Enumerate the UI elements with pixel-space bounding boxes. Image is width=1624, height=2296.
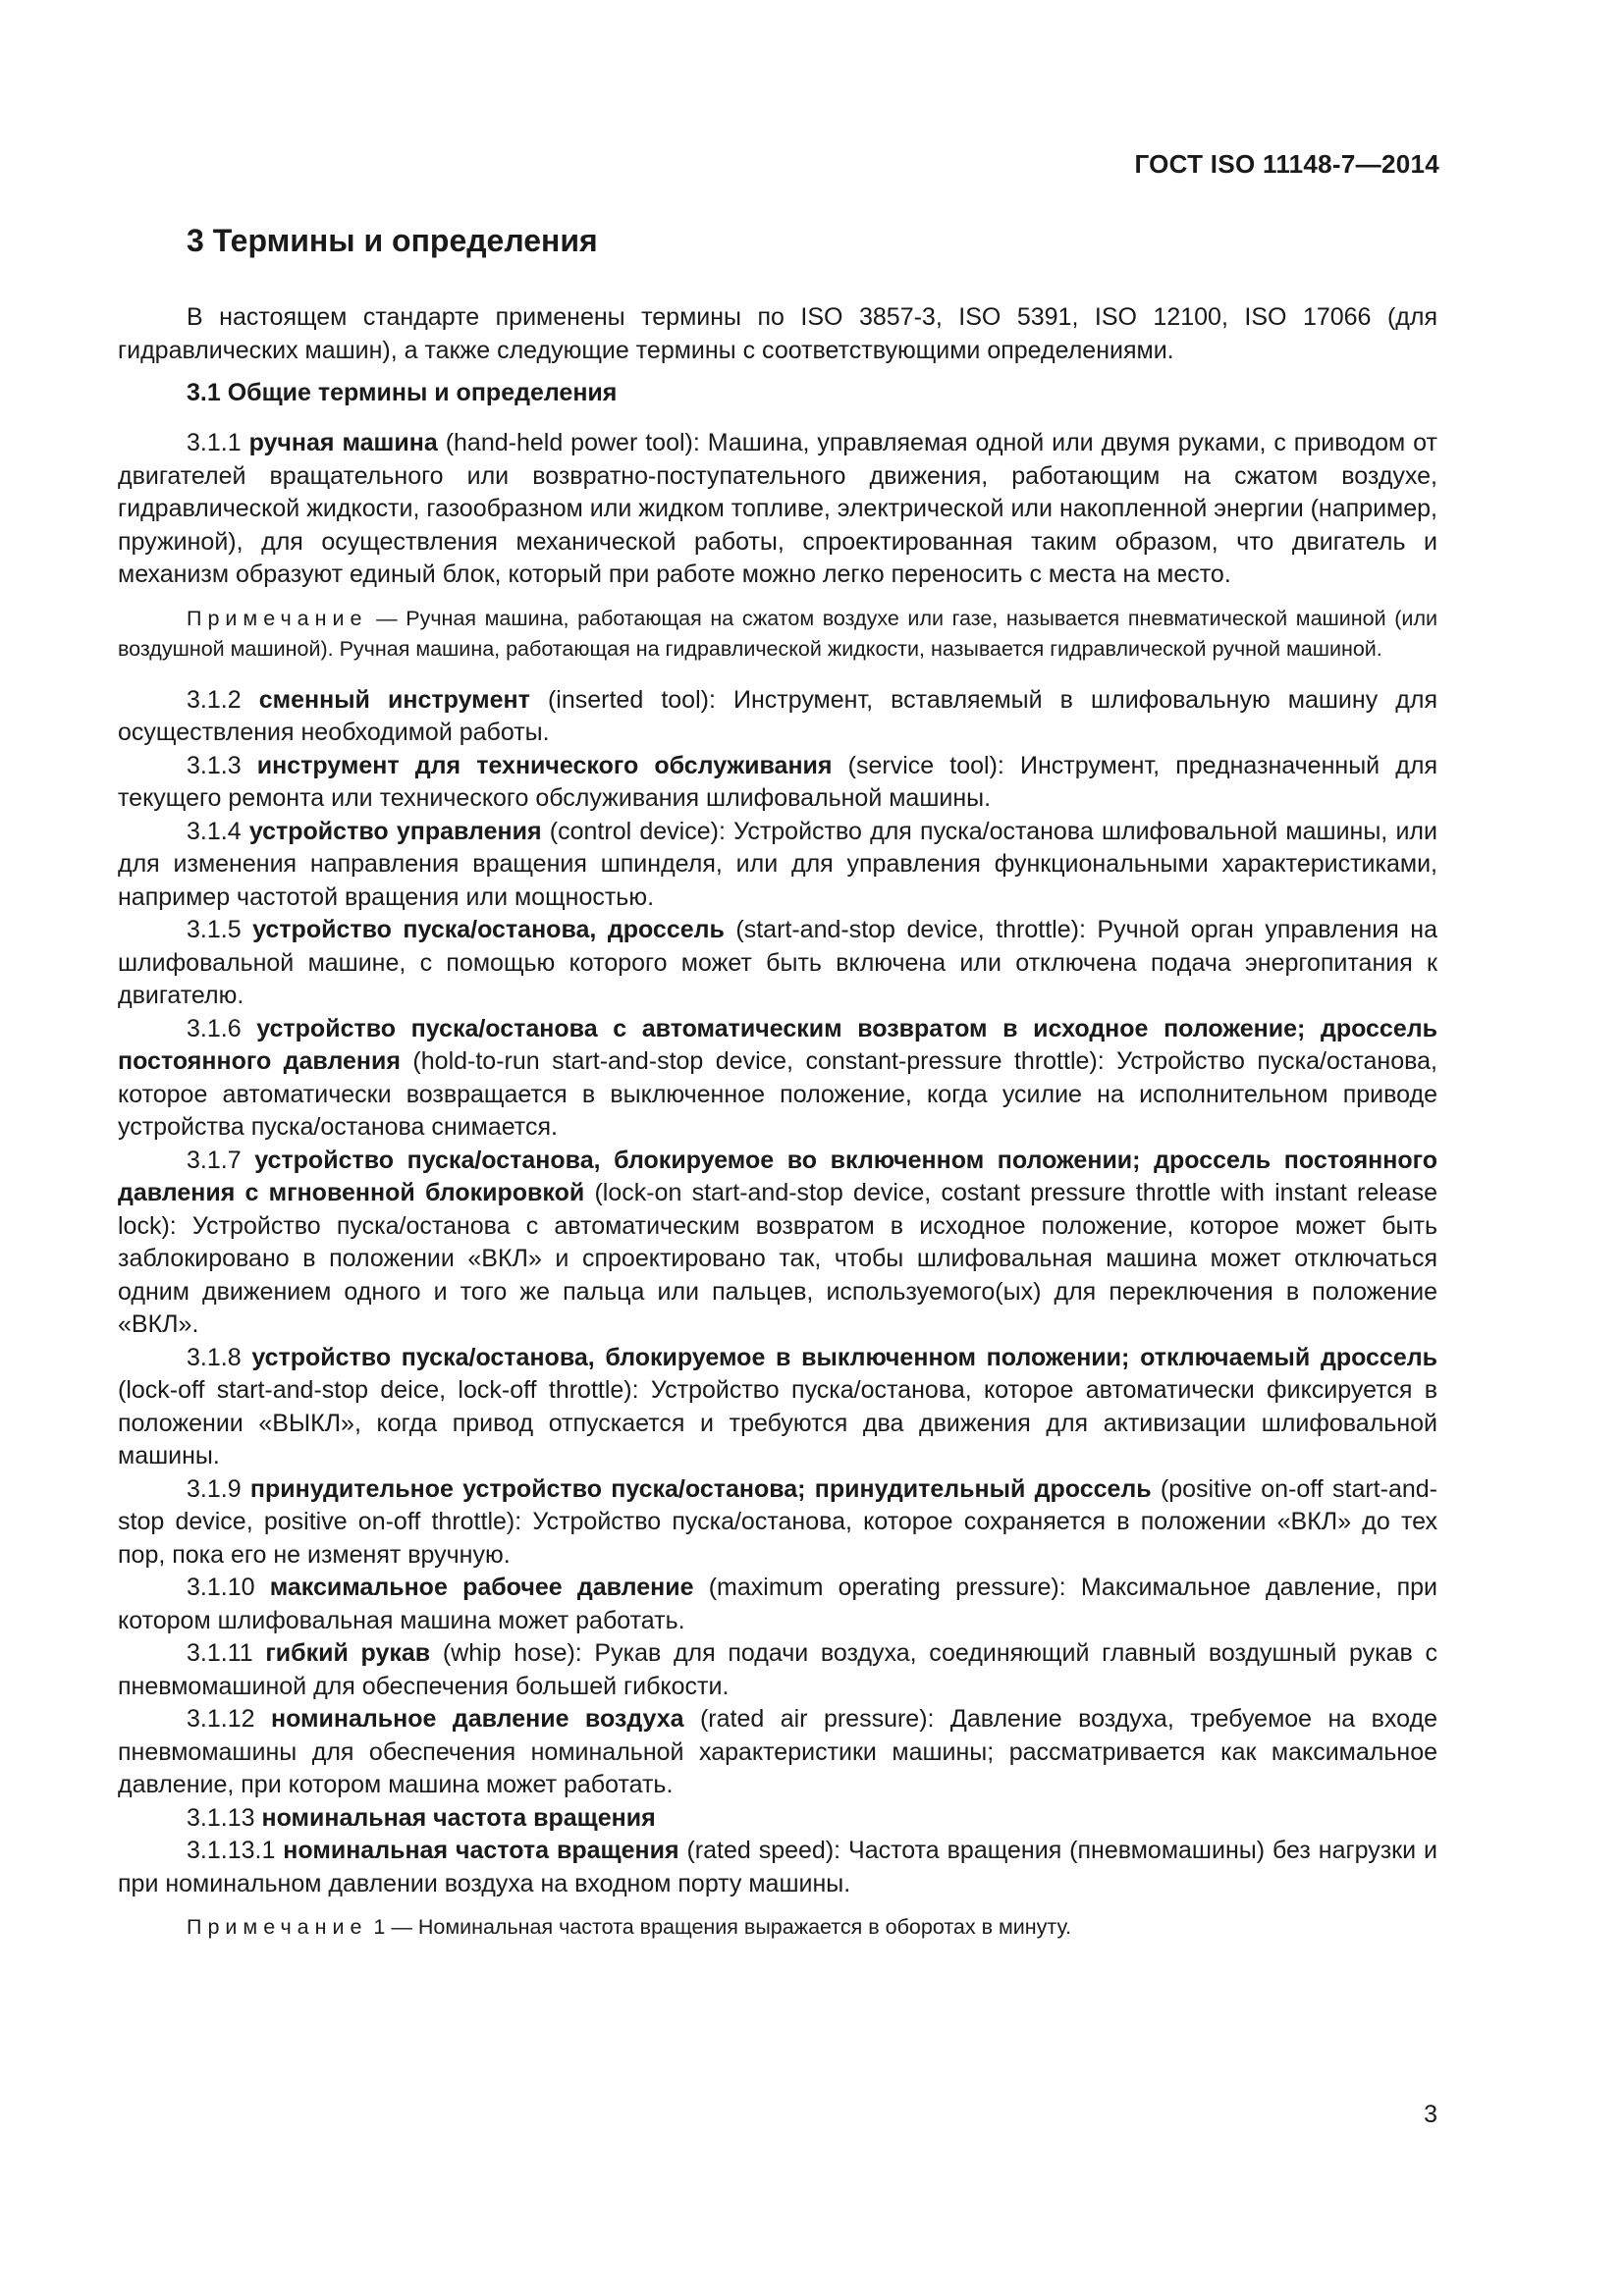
term-number: 3.1.13 (187, 1803, 255, 1832)
term-number: 3.1.5 (187, 916, 242, 943)
note-text: 1 — Номинальная частота вращения выражается в оборотах в минуту. (367, 1915, 1072, 1939)
term-entry (118, 1013, 1437, 1145)
note-label: Примечание (187, 606, 368, 630)
term-definition: (whip hose): Рукав для подачи воздуха, соединяющий главный воздушный рукав с пневмомашиной для обеспечения большей гибкости. (118, 1639, 1437, 1700)
term-name: инструмент для технического обслуживания (256, 751, 833, 779)
term-entry (118, 1145, 1437, 1342)
term-definition: (hold-to-run start-and-stop device, constant-pressure throttle): Устройство пуска/останова, которое автоматически возвращается в выключенное положение, когда усилие на исполнительном приводе устройства пуска/останова снимается. (118, 1047, 1437, 1141)
term-name: номинальная частота вращения (283, 1837, 679, 1864)
document-code: ГОСТ ISO 11148-7—2014 (1134, 149, 1439, 179)
section-title: 3 Термины и определения (187, 223, 598, 258)
term-number: 3.1.7 (187, 1146, 242, 1174)
term-entry (118, 914, 1437, 1013)
term-entry (118, 1802, 1437, 1836)
term-name: гибкий рукав (265, 1639, 431, 1667)
term-name: устройство пуска/останова, блокируемое во включенном положении; дроссель постоянного давления с мгновенной блокировкой (118, 1146, 1437, 1206)
term-definition: (control device): Устройство для пуска/останова шлифовальной машины, или для изменения направления вращения шпинделя, или для управления функциональными характеристиками, например частотой вращения или мощностью. (118, 817, 1437, 911)
term-entry (118, 750, 1437, 816)
term-number: 3.1.6 (187, 1014, 242, 1042)
term-name: устройство пуска/останова, блокируемое в выключенном положении; отключаемый дроссель (251, 1343, 1437, 1371)
term-definition: (hand-held power tool): Машина, управляемая одной или двумя руками, с приводом от двигателей вращательного или возвратно-поступательного движения, работающим на сжатом воздухе, гидравлической жидкости, газообразном или жидком топливе, электрической или накопленной энергии (например, пружиной), для осуществления механической работы, спроектированная таким образом, что двигатель и механизм образуют единый блок, который при работе можно легко переносить с места на место. (118, 429, 1437, 588)
term-name: ручная машина (248, 429, 438, 456)
term-number: 3.1.1 (187, 429, 242, 456)
term-number: 3.1.9 (187, 1474, 242, 1503)
page-number: 3 (1424, 2101, 1437, 2128)
term-entry (118, 1572, 1437, 1637)
term-definition: (maximum operating pressure): Максимальное давление, при котором шлифовальная машина может работать. (118, 1574, 1437, 1634)
term-number: 3.1.2 (187, 685, 242, 714)
term-entry (118, 1342, 1437, 1473)
term-entry (118, 816, 1437, 915)
note (118, 604, 1437, 665)
term-number: 3.1.10 (187, 1574, 255, 1601)
term-name: устройство пуска/останова с автоматическим возвратом в исходное положение; дроссель постоянного давления (118, 1014, 1437, 1075)
term-entry (118, 1703, 1437, 1802)
term-number: 3.1.3 (187, 751, 242, 779)
term-entry (118, 427, 1437, 592)
term-definition: (start-and-stop device, throttle): Ручной орган управления на шлифовальной машине, с помощью которого может быть включена или отключена подача энергопитания к двигателю. (118, 916, 1437, 1009)
term-number: 3.1.12 (187, 1705, 255, 1733)
note-label: Примечание (187, 1915, 368, 1939)
term-definition: (service tool): Инструмент, предназначенный для текущего ремонта или технического обслуживания шлифовальной машины. (118, 751, 1437, 812)
page-content (118, 221, 1437, 1962)
term-number: 3.1.11 (187, 1639, 253, 1667)
term-name: устройство пуска/останова, дроссель (252, 916, 725, 943)
subsection-title: 3.1 Общие термины и определения (187, 379, 618, 406)
term-number: 3.1.8 (187, 1343, 242, 1371)
term-definition: (positive on-off start-and-stop device, positive on-off throttle): Устройство пуска/останова, которое сохраняется в положении «ВКЛ» до тех пор, пока его не изменят вручную. (118, 1474, 1437, 1569)
term-definition: (rated air pressure): Давление воздуха, требуемое на входе пневмомашины для обеспечения номинальной характеристики машины; рассматривается как максимальное давление, при котором машина может работать. (118, 1705, 1438, 1798)
term-entry (118, 684, 1437, 750)
term-number: 3.1.13.1 (187, 1837, 276, 1864)
term-entry (118, 1637, 1437, 1703)
term-definition: (inserted tool): Инструмент, вставляемый в шлифовальную машину для осуществления необходимой работы. (118, 685, 1438, 746)
term-entry (118, 1473, 1437, 1573)
section-intro: В настоящем стандарте применены термины по ISO 3857-3, ISO 5391, ISO 12100, ISO 17066 (для гидравлических машин), а также следующие термины с соответствующими определениями. (118, 303, 1437, 364)
note-text: — Ручная машина, работающая на сжатом воздухе или газе, называется пневматической машиной (или воздушной машиной). Ручная машина, работающая на гидравлической жидкости, называется гидравлической ручной машиной. (118, 606, 1437, 661)
term-definition: (rated speed): Частота вращения (пневмомашины) без нагрузки и при номинальном давлении воздуха на входном порту машины. (118, 1837, 1437, 1897)
term-definition: (lock-off start-and-stop deice, lock-off throttle): Устройство пуска/останова, которое автоматически фиксируется в положении «ВЫКЛ», когда привод отпускается и требуются два движения для активизации шлифовальной машины. (118, 1376, 1437, 1469)
term-name: максимальное рабочее давление (269, 1574, 694, 1601)
term-entry (118, 1835, 1437, 1900)
term-number: 3.1.4 (187, 817, 242, 845)
note (118, 1912, 1437, 1943)
term-definition: (lock-on start-and-stop device, costant pressure throttle with instant release lock): Устройство пуска/останова с автоматическим возвратом в исходное положение, которое может быть заблокировано в положении «ВКЛ» и спроектировано так, чтобы шлифовальная машина может отключаться одним движением одного и того же пальца или пальцев, используемого(ых) для переключения в положение «ВКЛ». (118, 1179, 1437, 1338)
term-name: принудительное устройство пуска/останова; принудительный дроссель (249, 1474, 1152, 1503)
term-name: устройство управления (248, 817, 542, 845)
term-name: номинальная частота вращения (261, 1803, 656, 1832)
term-name: номинальное давление воздуха (270, 1705, 684, 1733)
term-name: сменный инструмент (258, 685, 530, 714)
